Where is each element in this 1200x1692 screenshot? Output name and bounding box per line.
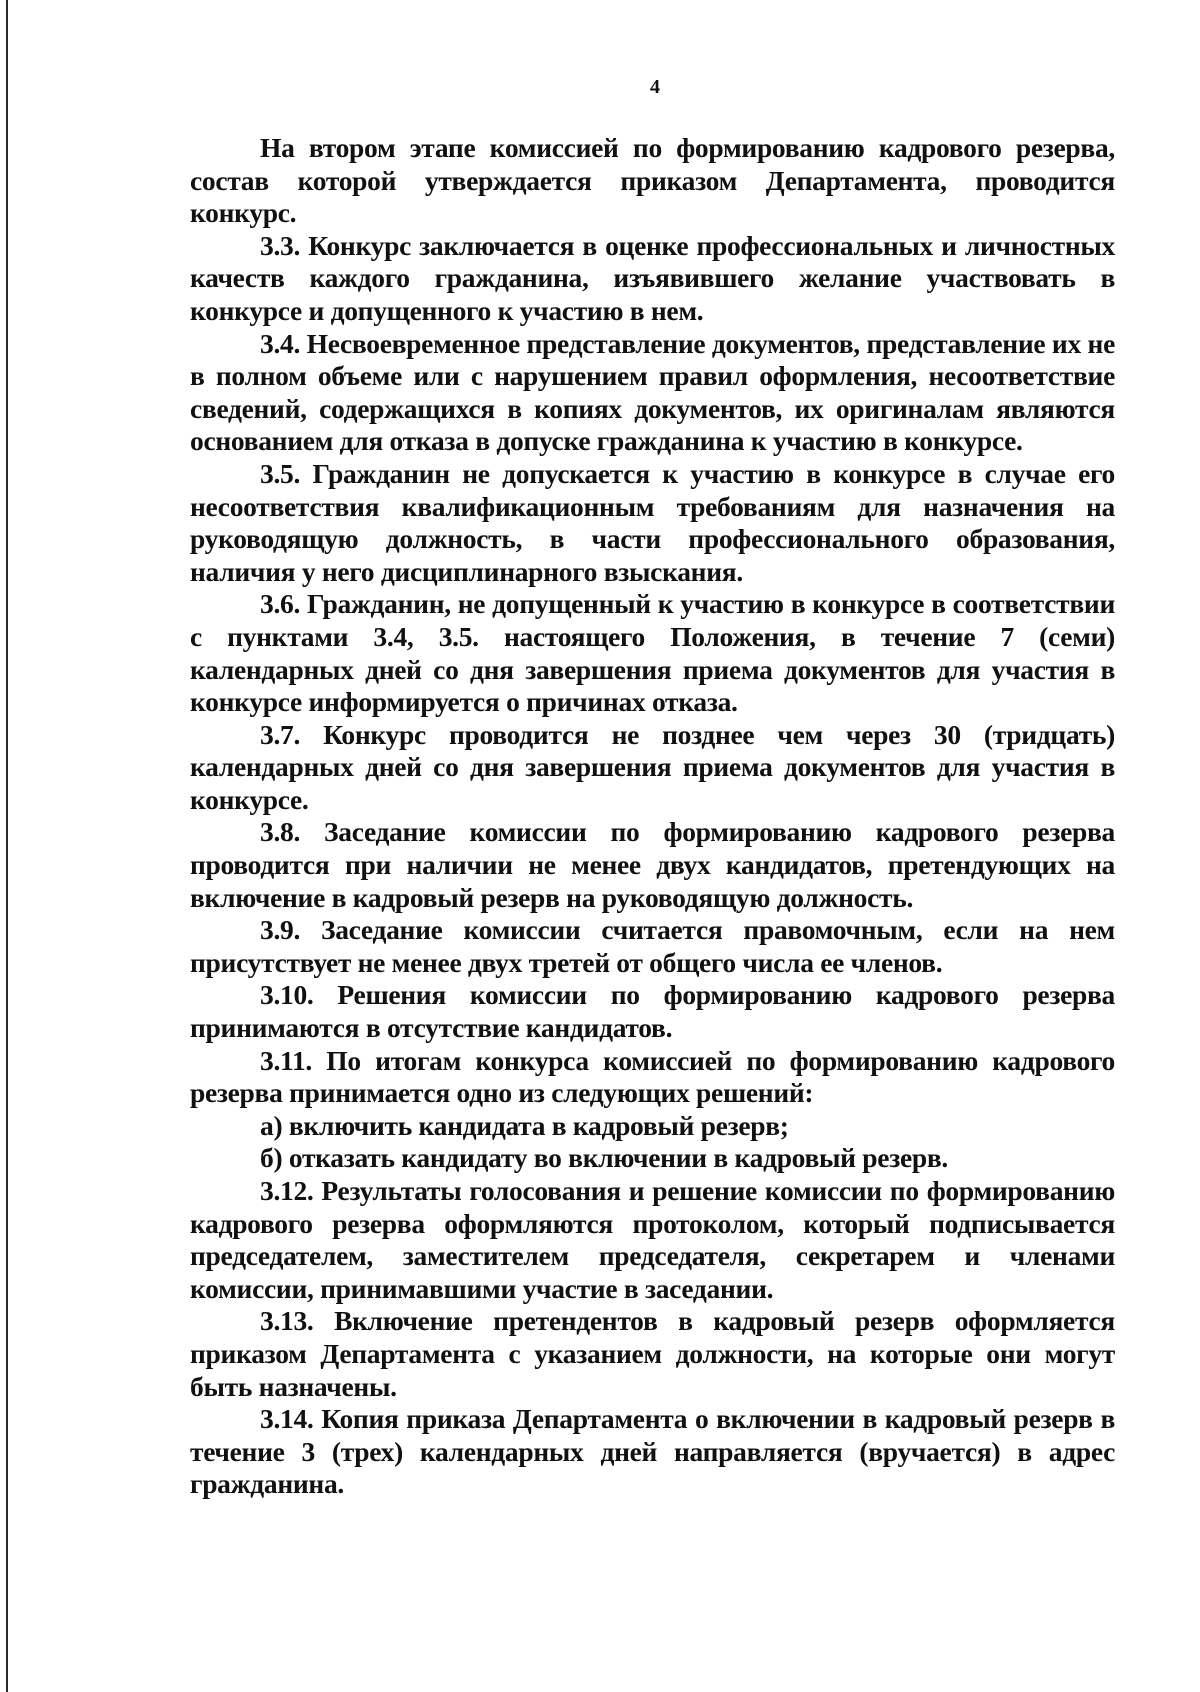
paragraph-3-9: 3.9. Заседание комиссии считается правомочным, если на нем присутствует не менее двух третей от общего числа ее членов. — [190, 914, 1115, 978]
document-body — [190, 132, 1115, 1501]
paragraph-3-13: 3.13. Включение претендентов в кадровый резерв оформляется приказом Департамента с указанием должности, на которые они могут быть назначены. — [190, 1305, 1115, 1402]
paragraph-3-3: 3.3. Конкурс заключается в оценке профессиональных и личностных качеств каждого гражданина, изъявившего желание участвовать в конкурсе и допущенного к участию в нем. — [190, 229, 1115, 326]
list-item-a: а) включить кандидата в кадровый резерв; — [260, 1109, 789, 1141]
paragraph-3-5: 3.5. Гражданин не допускается к участию в конкурсе в случае его несоответствия квалификационным требованиям для назначения на руководящую должность, в части профессионального образования, наличия у него дисциплинарного взыскания. — [190, 457, 1115, 587]
paragraph-3-7: 3.7. Конкурс проводится не позднее чем через 30 (тридцать) календарных дней со дня завершения приема документов для участия в конкурсе. — [190, 718, 1115, 815]
page-number: 4 — [650, 76, 660, 98]
paragraph-3-11: 3.11. По итогам конкурса комиссией по формированию кадрового резерва принимается одно из следующих решений: — [190, 1044, 1115, 1109]
paragraph-3-14: 3.14. Копия приказа Департамента о включении в кадровый резерв в течение 3 (трех) календарных дней направляется (вручается) в адрес гражданина. — [190, 1403, 1115, 1500]
paragraph-3-12: 3.12. Результаты голосования и решение комиссии по формированию кадрового резерва оформляются протоколом, который подписывается председателем, заместителем председателя, секретарем и членами комиссии, принимавшими участие в заседании. — [190, 1175, 1115, 1304]
paragraph-3-4: 3.4. Несвоевременное представление документов, представление их не в полном объеме или с нарушением правил оформления, несоответствие сведений, содержащихся в копиях документов, их оригиналам являются основанием для отказа в допуске гражданина к участию в конкурсе. — [190, 327, 1115, 457]
paragraph-3-10: 3.10. Решения комиссии по формированию кадрового резерва принимаются в отсутствие кандидатов. — [190, 979, 1115, 1044]
scan-edge-line — [6, 0, 8, 1692]
paragraph-stage-two: На втором этапе комиссией по формированию кадрового резерва, состав которой утверждается приказом Департамента, проводится конкурс. — [190, 132, 1115, 229]
paragraph-3-8: 3.8. Заседание комиссии по формированию кадрового резерва проводится при наличии не менее двух кандидатов, претендующих на включение в кадровый резерв на руководящую должность. — [190, 816, 1115, 913]
list-item-b: б) отказать кандидату во включении в кадровый резерв. — [260, 1142, 948, 1174]
paragraph-3-6: 3.6. Гражданин, не допущенный к участию в конкурсе в соответствии с пунктами 3.4, 3.5. настоящего Положения, в течение 7 (семи) календарных дней со дня завершения приема документов для участия в конкурсе информируется о причинах отказа. — [190, 588, 1115, 718]
